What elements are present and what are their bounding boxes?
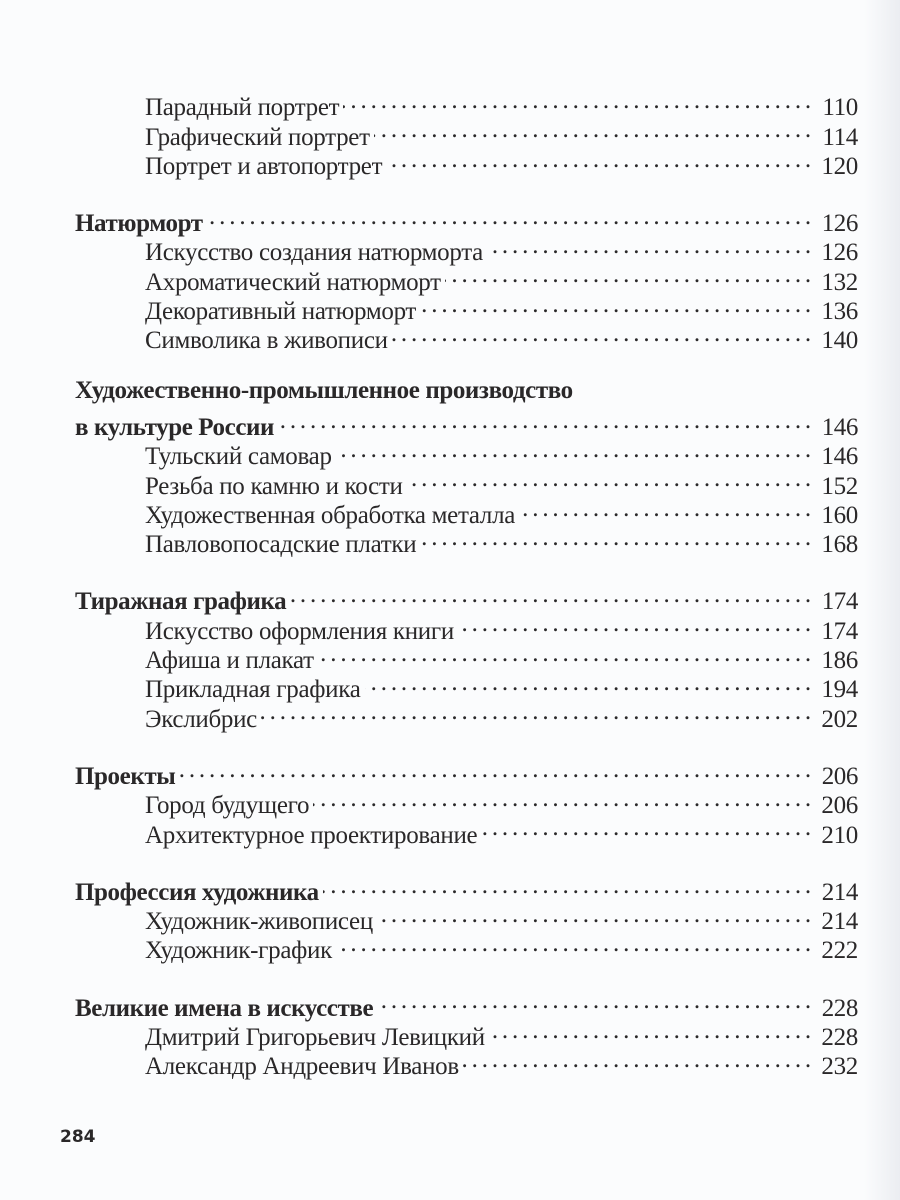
toc-section-title-line1[interactable]: Художественно-промышленное производство: [75, 377, 573, 405]
dot-leader: [290, 580, 810, 609]
toc-section-page: 174: [821, 588, 858, 616]
toc-item-label: Дмитрий Григорьевич Левицкий: [145, 1024, 485, 1052]
toc-item-label: Ахроматический натюрморт: [145, 268, 441, 296]
dot-leader: [445, 260, 810, 289]
toc-item-page: 210: [821, 821, 858, 849]
table-of-contents: [75, 86, 858, 1102]
toc-item-page: 160: [821, 501, 858, 529]
dot-leader: [481, 813, 810, 842]
toc-item[interactable]: [75, 784, 858, 820]
toc-item-label: Тульский самовар: [145, 443, 332, 471]
dot-leader: [278, 406, 810, 435]
toc-section-title: Проекты: [75, 762, 176, 790]
toc-item-page: 120: [821, 152, 858, 180]
dot-leader: [336, 929, 810, 958]
toc-section-title: Великие имена в искусстве: [75, 994, 374, 1022]
toc-section-title: в культуре России: [75, 413, 275, 441]
page-number: 284: [60, 1127, 96, 1147]
dot-leader: [489, 1016, 810, 1045]
toc-item-label: Искусство оформления книги: [145, 617, 454, 645]
toc-section-heading[interactable]: [75, 986, 858, 1022]
toc-item-label: Декоративный натюрморт: [145, 298, 417, 326]
dot-leader: [343, 86, 810, 115]
toc-item-page: 222: [821, 937, 858, 965]
toc-section-print-graphics: [75, 580, 858, 733]
toc-section-heading[interactable]: [75, 580, 858, 616]
dot-leader: [313, 784, 810, 813]
dot-leader: [377, 986, 810, 1015]
dot-leader: [179, 755, 810, 784]
dot-leader: [420, 290, 810, 319]
toc-item-page: 110: [822, 94, 858, 122]
toc-item-page: 168: [821, 531, 858, 559]
toc-item-label: Художник-живописец: [145, 908, 373, 936]
toc-section-page: 126: [821, 210, 858, 238]
toc-item-page: 232: [821, 1053, 858, 1081]
dot-leader: [374, 115, 810, 144]
toc-item-label: Художественная обработка металла: [145, 501, 516, 529]
page-edge-shadow: [864, 0, 900, 1200]
toc-item-page: 114: [822, 123, 858, 151]
toc-item-page: 126: [821, 239, 858, 267]
dot-leader: [458, 609, 810, 638]
toc-item-label: Искусство создания натюрморта: [145, 239, 483, 267]
dot-leader: [519, 494, 810, 523]
toc-section-artist-profession: [75, 871, 858, 965]
dot-leader: [261, 697, 810, 726]
toc-item-page: 228: [821, 1024, 858, 1052]
toc-item-label: Павловопосадские платки: [145, 531, 417, 559]
toc-item-label: Символика в живописи: [145, 327, 388, 355]
toc-section-heading[interactable]: [75, 406, 858, 441]
toc-item-label: Парадный портрет: [145, 94, 340, 122]
toc-section-still-life: [75, 202, 858, 355]
dot-leader: [392, 319, 810, 348]
toc-section-industrial-art: [75, 376, 858, 559]
toc-section-page: 206: [821, 762, 858, 790]
toc-item-label: Графический портрет: [145, 123, 370, 151]
toc-section-heading[interactable]: [75, 202, 858, 238]
toc-item-label: Александр Андреевич Иванов: [145, 1053, 459, 1081]
toc-item-page: 136: [821, 298, 858, 326]
toc-section-title: Тиражная графика: [75, 588, 287, 616]
toc-item-label: Город будущего: [145, 792, 310, 820]
toc-item-page: 132: [821, 268, 858, 296]
toc-item-page: 206: [821, 792, 858, 820]
toc-section-heading[interactable]: [75, 755, 858, 790]
toc-item-label: Прикладная графика: [145, 676, 361, 704]
toc-section-title: Профессия художника: [75, 878, 319, 906]
toc-section-great-names: [75, 986, 858, 1081]
dot-leader: [420, 523, 810, 552]
toc-item-page: 194: [821, 676, 858, 704]
dot-leader: [318, 639, 810, 668]
toc-item-page: 186: [821, 647, 858, 675]
toc-item[interactable]: [75, 86, 858, 122]
dot-leader: [365, 668, 811, 697]
toc-section-portrait-continued: [75, 86, 858, 180]
toc-item-page: 202: [821, 705, 858, 733]
toc-item-page: 152: [821, 472, 858, 500]
dot-leader: [336, 435, 810, 464]
toc-item-label: Резьба по камню и кости: [145, 472, 403, 500]
toc-section-projects: [75, 755, 858, 849]
toc-item-label: Архитектурное проектирование: [145, 821, 478, 849]
dot-leader: [487, 231, 810, 260]
toc-section-page: 146: [821, 413, 858, 441]
toc-item-label: Портрет и автопортрет: [145, 152, 383, 180]
toc-item-label: Афиша и плакат: [145, 647, 314, 675]
toc-item-page: 174: [821, 617, 858, 645]
toc-item-page: 140: [821, 327, 858, 355]
dot-leader: [386, 145, 810, 174]
toc-item-label: Экслибрис: [145, 705, 257, 733]
toc-section-page: 228: [821, 994, 858, 1022]
toc-item-label: Художник-график: [145, 937, 332, 965]
toc-section-heading[interactable]: [75, 871, 858, 906]
toc-section-title: Натюрморт: [75, 210, 203, 238]
dot-leader: [207, 202, 810, 231]
dot-leader: [407, 464, 810, 493]
dot-leader: [463, 1045, 810, 1074]
toc-item-page: 146: [821, 443, 858, 471]
toc-item-page: 214: [821, 908, 858, 936]
dot-leader: [377, 900, 810, 929]
dot-leader: [323, 871, 810, 900]
toc-section-page: 214: [821, 878, 858, 906]
